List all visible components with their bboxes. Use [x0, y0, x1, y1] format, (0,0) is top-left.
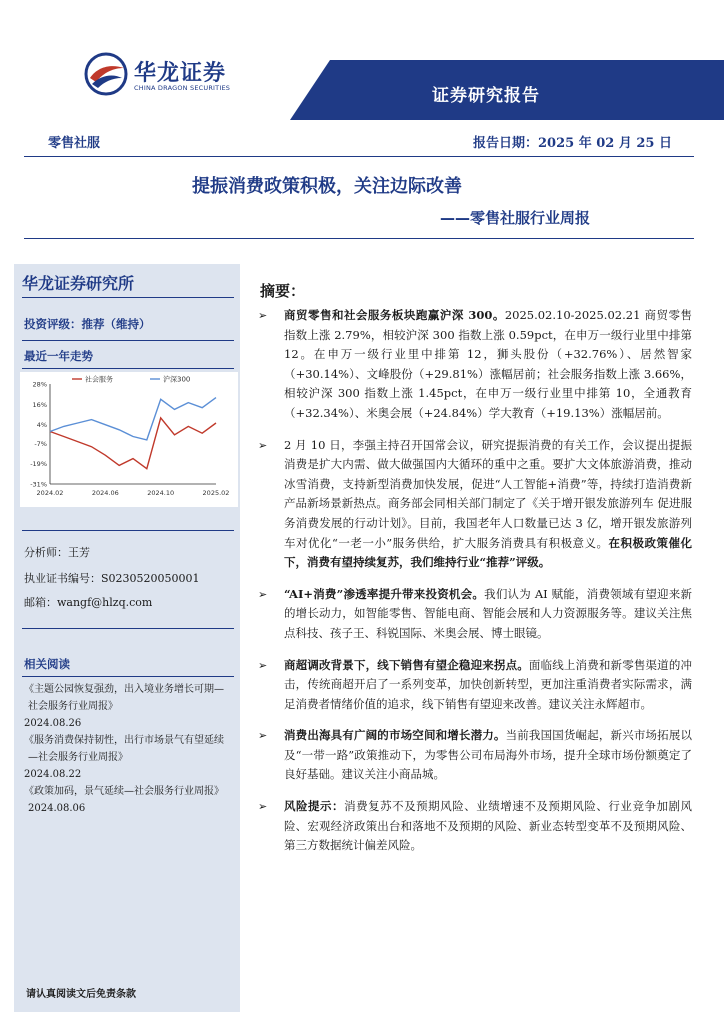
title-divider [24, 238, 694, 239]
y-tick-label: -31% [30, 480, 47, 489]
institute-name: 华龙证券研究所 [22, 274, 135, 293]
x-tick-label: 2025.02 [202, 489, 230, 497]
y-tick-label: 4% [36, 421, 47, 430]
arrow-icon: ➢ [258, 658, 268, 672]
related-item-date: 2024.08.26 [24, 718, 82, 729]
rating [24, 316, 151, 332]
report-title: 提振消费政策积极，关注边际改善 [192, 176, 462, 197]
disclaimer: 请认真阅读文后免责条款 [26, 989, 136, 1000]
bullet-body: 消费复苏不及预期风险、业绩增速不及预期风险、行业竞争加剧风险、宏观经济政策出台和落地不及预期的风险、新业态转型变革不及预期风险、第三方数据统计偏差风险。 [284, 799, 692, 853]
x-tick-label: 2024.02 [36, 489, 64, 497]
bullet-body: 2025.02.10-2025.02.21 商贸零售指数上涨 2.79%，相较沪深 300 指数上涨 0.59pct，在申万一级行业里中排第 12。在申万一级行业里中排第 12，狮头股份（+32.76%）、居然智家（+30.14%）、文峰股份（+29.81%）涨幅居前；社会服务指数上涨 3.66%，相较沪深 300 指数上涨 1.45pct，在申万一级行业里中排第 10，全通教育（+32.34%）、米奥会展（+24.84%）学大教育（+19.13%）涨幅居前。 [284, 308, 692, 420]
sidebar-divider [22, 340, 234, 341]
sidebar-divider [22, 530, 234, 531]
bullet-lead: 风险提示： [284, 799, 345, 814]
bullet-item [254, 306, 692, 424]
y-tick-label: -19% [30, 460, 47, 469]
bullet-item [254, 585, 692, 644]
bullet-body: 我们认为 AI 赋能，消费领域有望迎来新的增长动力，如智能零售、智能电商、智能会展和人力资源服务等。建议关注焦点科技、孩子王、科锐国际、米奥会展、博士眼镜。 [284, 586, 692, 640]
related-item-date: 2024.08.22 [24, 769, 82, 780]
analyst: 分析师：王芳 [24, 546, 90, 559]
x-tick-label: 2024.06 [91, 489, 119, 497]
arrow-icon: ➢ [258, 729, 268, 743]
sidebar-divider [22, 297, 234, 298]
bullet-body: 2 月 10 日，李强主持召开国常会议，研究提振消费的有关工作，会议提出提振消费是扩大内需、做大做强国内大循环的重中之重。要扩大文体旅游消费，推动冰雪消费，支持新型消费加快发展，促进“人工智能+消费”等，持续打造消费新产品新场景新热点。商务部会同相关部门制定了《关于增开银发旅游列车 促进服务消费发展的行动计划》。目前，我国老年人口数量已达 3 亿，增开银发旅游列车对优化“一老一小”服务供给，扩大服务消费具有积极意义。 [284, 437, 692, 550]
bullet-item [254, 726, 692, 785]
sidebar-divider [22, 368, 234, 369]
arrow-icon: ➢ [258, 309, 268, 322]
related-item[interactable]: 《政策加码，景气延续—社会服务行业周报》2024.08.06 [24, 786, 224, 814]
trend-heading: 最近一年走势 [24, 349, 93, 363]
trend-chart [20, 372, 238, 507]
bullet-item [254, 656, 692, 715]
bullet-body: 当前我国国货崛起，新兴市场拓展以及“一带一路”政策推动下，为零售公司布局海外市场，提升全球市场份额奠定了良好基础。建议关注小商品城。 [284, 728, 693, 782]
bullet-item [254, 797, 692, 856]
legend-label: 社会服务 [85, 375, 113, 384]
rating-value: 推荐（维持） [81, 317, 151, 331]
abstract-bullets [254, 306, 692, 856]
arrow-icon: ➢ [258, 800, 268, 814]
related-heading: 相关阅读 [24, 657, 70, 671]
x-tick-label: 2024.10 [147, 489, 175, 497]
bullet-lead: 消费出海具有广阔的市场空间和增长潜力。 [284, 728, 506, 743]
arrow-icon: ➢ [258, 438, 268, 452]
company-name: 华龙证券 [134, 61, 227, 86]
y-tick-label: -7% [34, 439, 47, 448]
bullet-tail: 在积极政策催化下，消费有望持续复苏，我们维持行业“推荐”评级。 [284, 535, 692, 570]
company-name-en: CHINA DRAGON SECURITIES [134, 84, 231, 92]
y-tick-label: 16% [32, 400, 47, 409]
bullet-item [254, 436, 692, 573]
bullet-lead: “AI+消费”渗透率提升带来投资机会。 [284, 586, 485, 601]
abstract-title: 摘要： [260, 282, 306, 300]
cert-number: 执业证书编号：S0230520050001 [24, 572, 200, 585]
sector-label: 零售社服 [48, 136, 101, 151]
bullet-lead: 商贸零售和社会服务板块跑赢沪深 300。 [284, 308, 505, 322]
email: 邮箱：wangf@hlzq.com [24, 596, 153, 609]
report-type: 证券研究报告 [432, 86, 540, 106]
sidebar-divider [22, 628, 234, 629]
sidebar-divider [22, 676, 234, 677]
report-subtitle: ——零售社服行业周报 [439, 209, 590, 227]
bullet-lead: 商超调改背景下，线下销售有望企稳迎来拐点。 [284, 657, 529, 672]
related-item[interactable]: 《主题公园恢复强劲，出入境业务增长可期—社会服务行业周报》 [24, 684, 224, 712]
legend-label: 沪深300 [163, 375, 191, 384]
bullet-body: 面临线上消费和新零售渠道的冲击，传统商超开启了一系列变革，加快创新转型，更加注重消费者实际需求，满足消费者情绪价值的追求，线下销售有望迎来改善。建议关注永辉超市。 [284, 657, 693, 711]
report-date: 报告日期：2025 年 02 月 25 日 [473, 136, 672, 151]
y-tick-label: 28% [32, 380, 47, 389]
company-logo-icon [82, 52, 130, 96]
related-reading-list [24, 681, 232, 817]
arrow-icon: ➢ [258, 587, 268, 601]
related-item[interactable]: 《服务消费保持韧性，出行市场景气有望延续—社会服务行业周报》 [24, 735, 224, 763]
rating-label: 投资评级： [24, 317, 82, 331]
header-divider [24, 156, 694, 157]
